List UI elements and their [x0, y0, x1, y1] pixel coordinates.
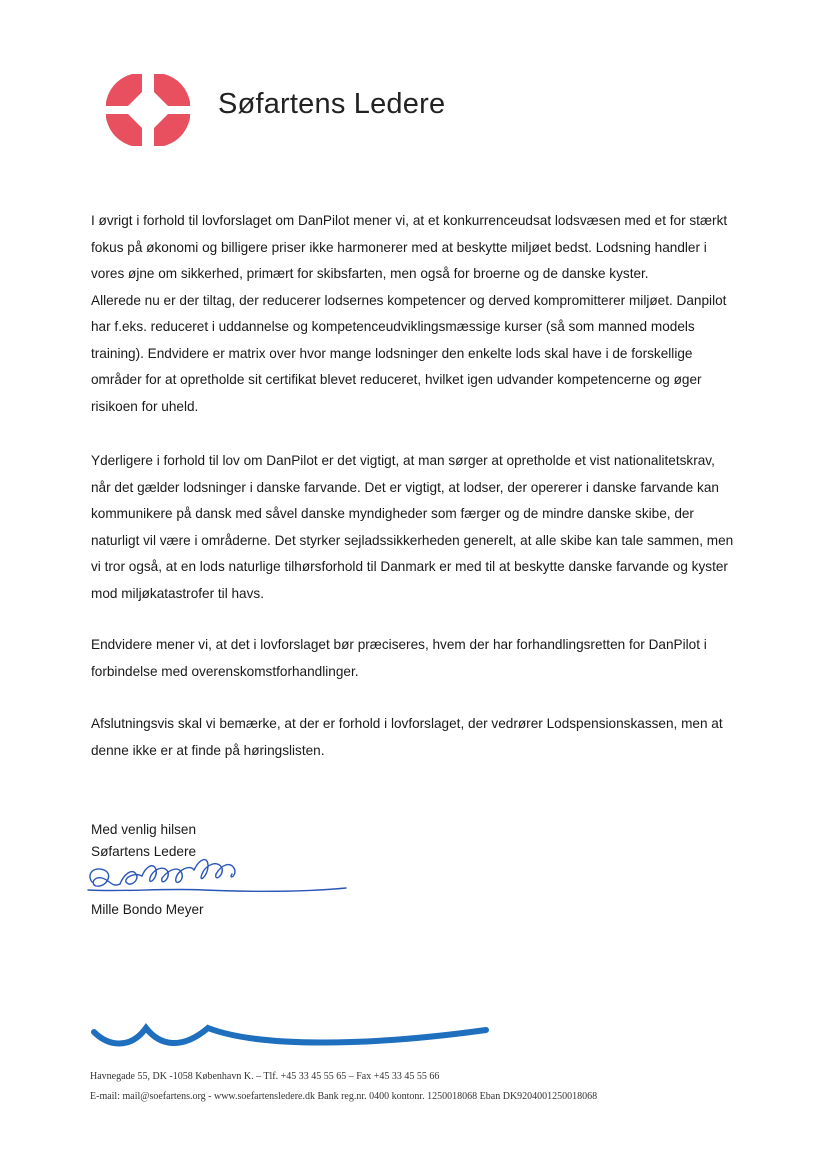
organization-name: Søfartens Ledere [218, 88, 446, 120]
wave-logo-mark [90, 1020, 490, 1060]
text-line: training). Endvidere er matrix over hvor mange lodsninger den enkelte lods skal have i de forskellige [91, 345, 693, 361]
soefartens-ledere-logo [104, 72, 192, 148]
text-line: denne ikke er at finde på høringslisten. [91, 742, 325, 758]
text-line: Endvidere mener vi, at det i lovforslaget bør præciseres, hvem der har forhandlingsretten for DanPilot i [91, 637, 707, 652]
text-line: naturligt vil være i områderne. Det styrker sejladssikkerheden generelt, at alle skibe kan tale sammen, men [91, 532, 734, 548]
text-line: har f.eks. reduceret i uddannelse og kompetenceudviklingsmæssige kurser (så som manned models [91, 319, 695, 334]
text-line: vores øjne om sikkerhed, primært for skibsfarten, men også for broerne og de danske kyster. [91, 266, 649, 281]
paragraph [91, 448, 734, 607]
text-line: mod miljøkatastrofer til havs. [91, 585, 264, 601]
text-line: forbindelse med overenskomstforhandlinger. [91, 663, 359, 679]
closing-organization: Søfartens Ledere [91, 844, 197, 859]
text-line: områder for at opretholde sit certifikat blevet reduceret, hvilket igen udvander kompetencerne og øger [91, 372, 702, 387]
paragraph [91, 711, 731, 764]
paragraph [91, 632, 731, 685]
text-line: I øvrigt i forhold til lovforslaget om DanPilot mener vi, at et konkurrenceudsat lodsvæsen med et for stærkt [91, 213, 728, 228]
text-line: fokus på økonomi og billigere priser ikke harmonerer med at beskytte miljøet bedst. Lodsning handler i [91, 239, 707, 255]
closing-greeting: Med venlig hilsen [91, 822, 197, 837]
paragraph [91, 208, 731, 420]
footer-address: Havnegade 55, DK -1058 København K. – Tlf. +45 33 45 55 65 – Fax +45 33 45 55 66 [90, 1071, 440, 1082]
signer-name: Mille Bondo Meyer [91, 902, 204, 917]
footer-contact: E-mail: mail@soefartens.org - www.soefartensledere.dk Bank reg.nr. 0400 kontonr. 1250018068 Eban DK9204001250018068 [90, 1091, 598, 1102]
text-line: når det gælder lodsninger i danske farvande. Det er vigtigt, at lodser, der opererer i danske farvande kan [91, 479, 719, 495]
text-line: Afslutningsvis skal vi bemærke, at der er forhold i lovforslaget, der vedrører Lodspensionskassen, men at [91, 716, 723, 731]
text-line: vi tror også, at en lods naturlige tilhørsforhold til Danmark er med til at beskytte danske farvande og kyster [91, 559, 728, 574]
text-line: kommunikere på dansk med såvel danske myndigheder som færger og de mindre danske skibe, der [91, 506, 694, 521]
text-line: risikoen for uheld. [91, 398, 199, 414]
text-line: Yderligere i forhold til lov om DanPilot er det vigtigt, at man sørger at opretholde et vist nationalitetskrav, [91, 453, 715, 468]
text-line: Allerede nu er der tiltag, der reducerer lodsernes kompetencer og derved kompromitterer miljøet. Danpilot [91, 292, 727, 308]
